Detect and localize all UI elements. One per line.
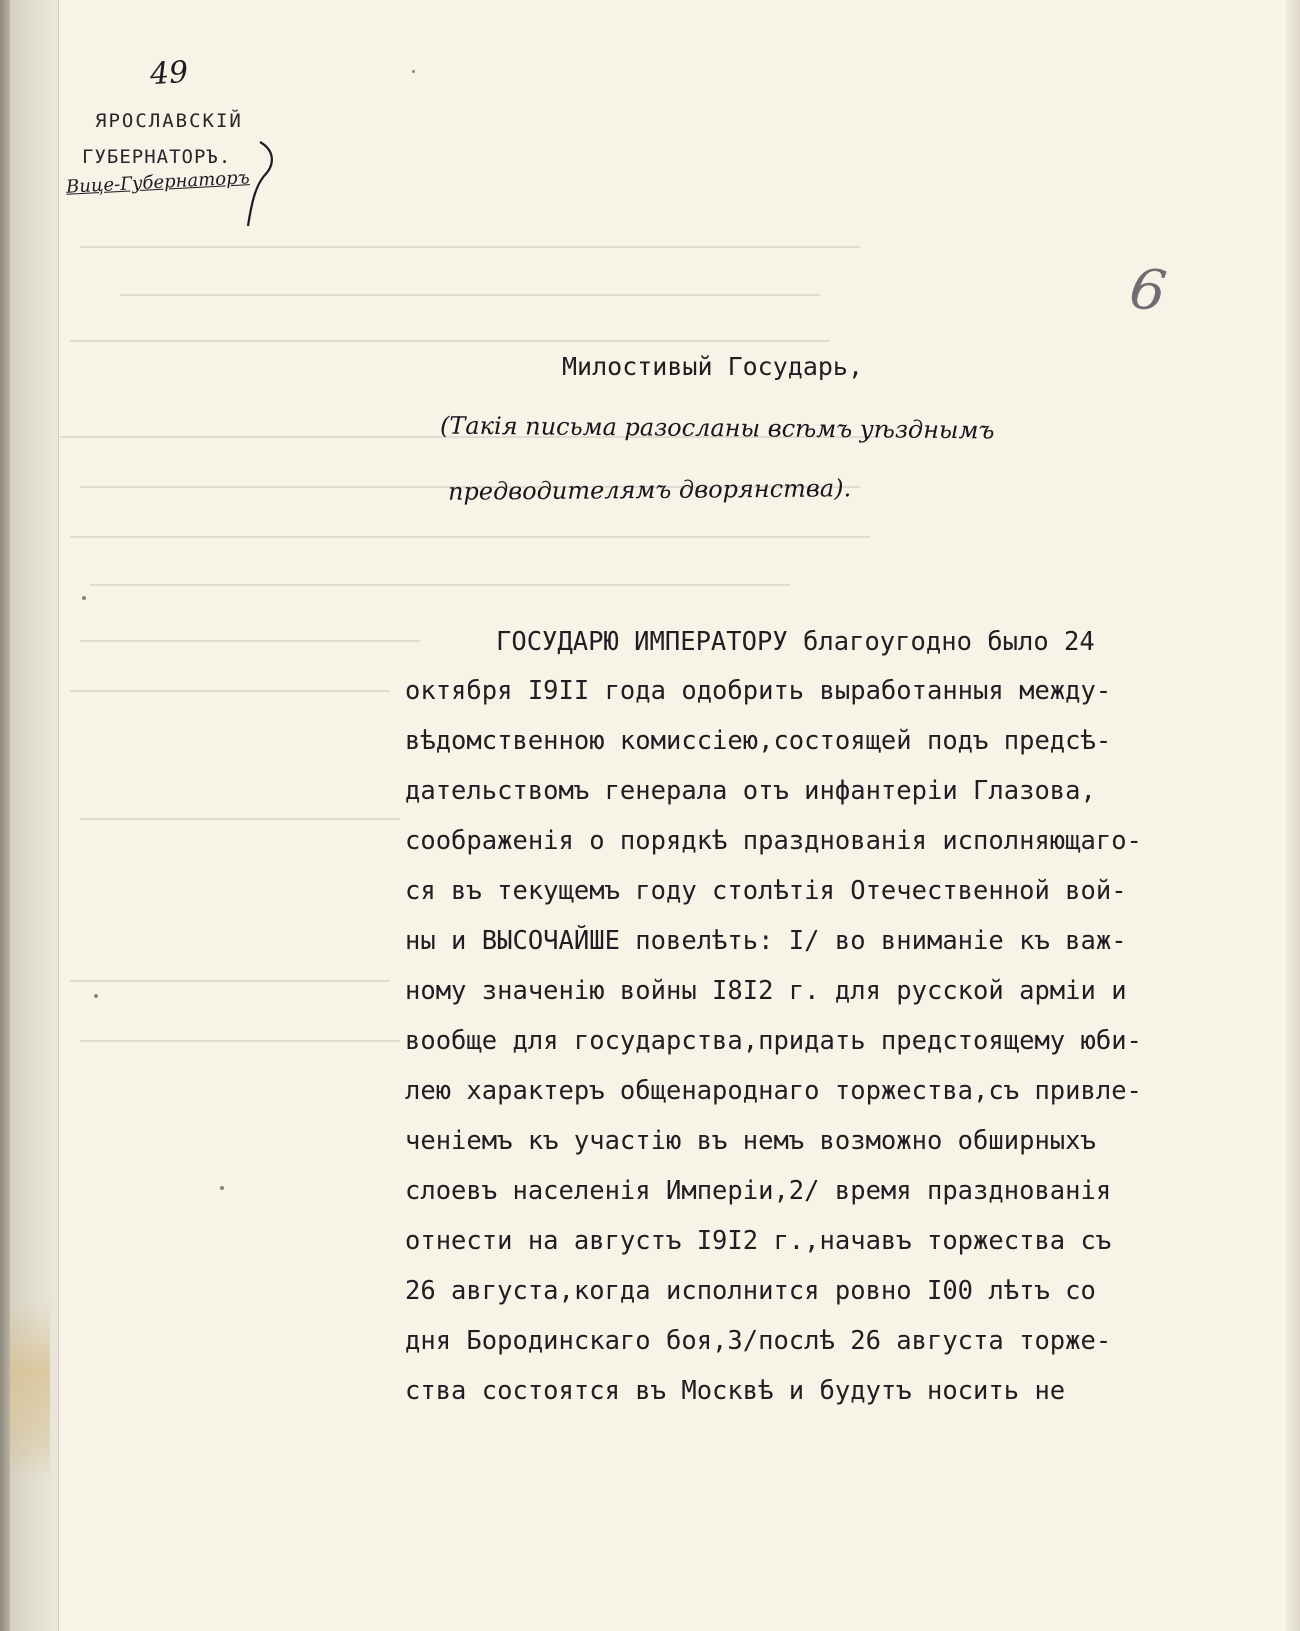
body-text-line: ны и ВЫСОЧАЙШЕ повелѣть: І/ во вниманіе къ важ-: [405, 926, 1127, 956]
body-text-line: ченіемъ къ участію въ немъ возможно обширныхъ: [405, 1126, 1096, 1156]
bleed-through-mark: [70, 980, 390, 982]
bleed-through-mark: [120, 294, 820, 296]
body-text-line: октября І9ІІ года одобрить выработанныя между-: [405, 676, 1112, 706]
bleed-through-mark: [80, 818, 400, 820]
body-text-line: отнести на августъ І9І2 г.,начавъ торжества съ: [405, 1226, 1112, 1256]
body-text-line: ства состоятся въ Москвѣ и будутъ носить не: [405, 1376, 1066, 1406]
ink-speck: [94, 994, 98, 998]
body-text-line: соображенія о порядкѣ празднованія исполняющаго-: [405, 826, 1142, 856]
handwritten-annotation: Вице-Губернаторъ: [65, 167, 251, 198]
body-text-line: ся въ текущемъ году столѣтія Отечественной вой-: [405, 876, 1127, 906]
bleed-through-mark: [80, 640, 420, 642]
body-text-line: слоевъ населенія Имперіи,2/ время празднованія: [405, 1176, 1112, 1206]
handwritten-note-line: предводителямъ дворянства).: [447, 474, 852, 506]
ink-speck: [412, 70, 415, 73]
ink-speck: [220, 1186, 224, 1190]
document-number: 49: [148, 54, 190, 93]
handwritten-note-line: (Такія письма разосланы всѣмъ уѣзднымъ: [439, 411, 995, 445]
bleed-through-mark: [90, 584, 790, 586]
body-text-line: вѣдомственною комиссіею,состоящей подъ предсѣ-: [405, 726, 1112, 756]
letterhead-subtitle: ГУБЕРНАТОРЪ.: [82, 146, 232, 168]
binding-shadow: [0, 0, 10, 1631]
letterhead-title: ЯРОСЛАВСКІЙ: [95, 110, 243, 132]
paper-stain: [10, 1300, 50, 1480]
body-text-line: ному значенію войны І8І2 г. для русской арміи и: [405, 976, 1127, 1006]
body-text-line: 26 августа,когда исполнится ровно І00 лѣтъ со: [405, 1276, 1096, 1306]
bleed-through-mark: [70, 340, 830, 342]
body-text-line: вообще для государства,придать предстоящему юби-: [405, 1026, 1142, 1056]
body-text-line: дня Бородинскаго боя,3/послѣ 26 августа торже-: [405, 1326, 1112, 1356]
body-text-line: ГОСУДАРЮ ИМПЕРАТОРУ благоугодно было 24: [496, 627, 1095, 657]
body-text-line: лею характеръ общенароднаго торжества,съ привле-: [405, 1076, 1142, 1106]
salutation: Милостивый Государь,: [562, 352, 864, 381]
folio-number: 6: [1125, 255, 1170, 326]
body-text-line: дательствомъ генерала отъ инфантеріи Глазова,: [405, 776, 1096, 806]
handwritten-bracket: [240, 140, 280, 230]
bleed-through-mark: [80, 1040, 400, 1042]
page-edge: [1286, 0, 1300, 1631]
bleed-through-mark: [70, 536, 870, 538]
bleed-through-mark: [70, 690, 390, 692]
bleed-through-mark: [80, 246, 860, 248]
ink-speck: [82, 596, 86, 600]
